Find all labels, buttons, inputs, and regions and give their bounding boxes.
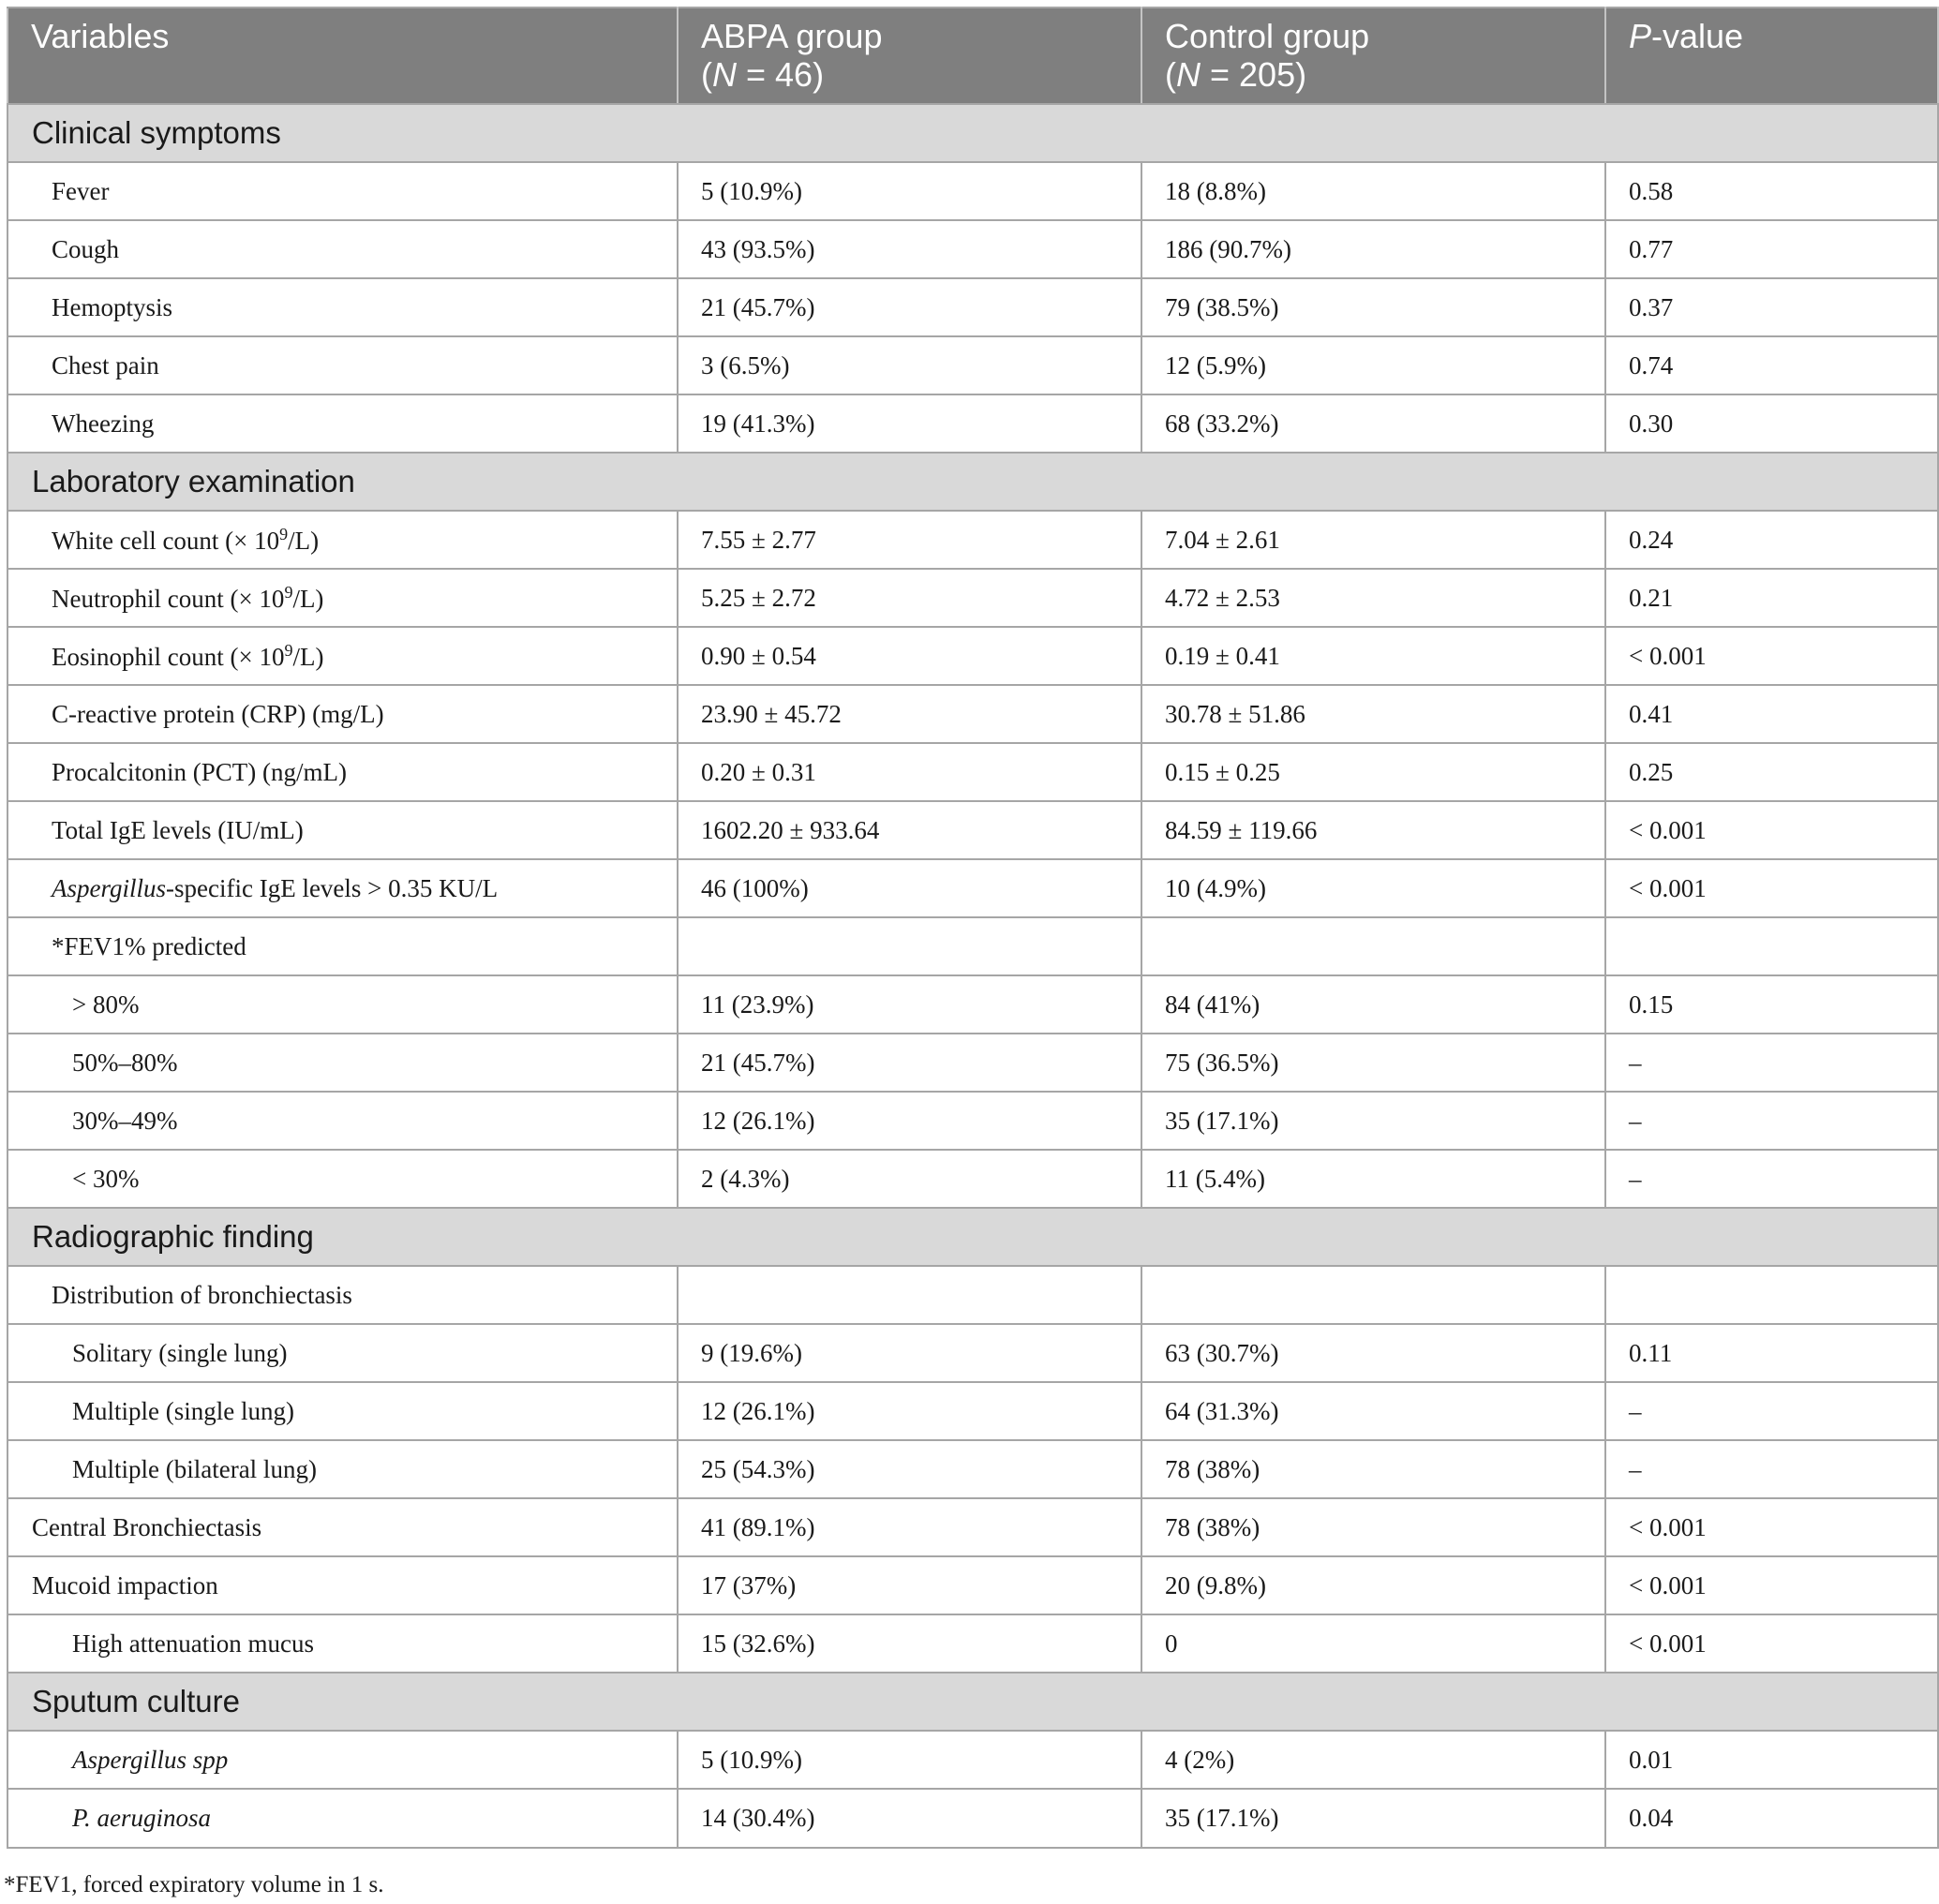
variable-unit-suffix: /L) bbox=[292, 642, 324, 671]
abpa-value-cell: 0.90 ± 0.54 bbox=[678, 627, 1141, 685]
table-row bbox=[7, 569, 1938, 627]
abpa-value-cell: 12 (26.1%) bbox=[678, 1092, 1141, 1150]
control-value-cell: 84.59 ± 119.66 bbox=[1141, 801, 1605, 859]
control-value-cell: 20 (9.8%) bbox=[1141, 1556, 1605, 1614]
variable-unit-suffix: /L) bbox=[288, 526, 320, 555]
variable-label: 50%–80% bbox=[72, 1048, 178, 1077]
header-control-label: Control group bbox=[1165, 17, 1370, 55]
header-abpa-n-open: ( bbox=[701, 55, 712, 94]
variable-label: Multiple (single lung) bbox=[72, 1396, 294, 1425]
variable-superscript: 9 bbox=[284, 582, 293, 602]
table-row bbox=[7, 1266, 1938, 1324]
table-footnote: *FEV1, forced expiratory volume in 1 s. bbox=[4, 1872, 384, 1897]
control-value-cell: 0.19 ± 0.41 bbox=[1141, 627, 1605, 685]
abpa-value-cell: 5.25 ± 2.72 bbox=[678, 569, 1141, 627]
variable-label: Multiple (bilateral lung) bbox=[72, 1454, 317, 1483]
section-row bbox=[7, 1208, 1938, 1266]
abpa-value-cell: 21 (45.7%) bbox=[678, 1034, 1141, 1092]
control-value-cell: 68 (33.2%) bbox=[1141, 394, 1605, 453]
control-value-cell: 186 (90.7%) bbox=[1141, 220, 1605, 278]
abpa-value-cell: 9 (19.6%) bbox=[678, 1324, 1141, 1382]
table-row bbox=[7, 1789, 1938, 1848]
p-value-cell: – bbox=[1605, 1440, 1938, 1498]
variable-label: < 30% bbox=[72, 1164, 140, 1193]
header-control-n-open: ( bbox=[1165, 55, 1176, 94]
variable-cell bbox=[7, 801, 678, 859]
variable-cell bbox=[7, 1092, 678, 1150]
abpa-value-cell: 11 (23.9%) bbox=[678, 975, 1141, 1034]
variable-label: Procalcitonin (PCT) (ng/mL) bbox=[52, 757, 347, 786]
header-p-value bbox=[1605, 7, 1938, 104]
p-value-cell: 0.74 bbox=[1605, 336, 1938, 394]
table-row bbox=[7, 1498, 1938, 1556]
variable-superscript: 9 bbox=[284, 640, 293, 660]
variable-cell bbox=[7, 1034, 678, 1092]
p-value-cell: 0.77 bbox=[1605, 220, 1938, 278]
table-row bbox=[7, 859, 1938, 917]
abpa-value-cell: 19 (41.3%) bbox=[678, 394, 1141, 453]
header-p-value-label: P-value bbox=[1629, 17, 1744, 55]
control-value-cell: 0 bbox=[1141, 1614, 1605, 1673]
p-value-cell: < 0.001 bbox=[1605, 801, 1938, 859]
table-row bbox=[7, 1556, 1938, 1614]
p-value-cell: 0.11 bbox=[1605, 1324, 1938, 1382]
abpa-value-cell: 15 (32.6%) bbox=[678, 1614, 1141, 1673]
variable-cell bbox=[7, 1498, 678, 1556]
section-heading: Clinical symptoms bbox=[7, 104, 1938, 162]
table-row bbox=[7, 1150, 1938, 1208]
abpa-value-cell: 3 (6.5%) bbox=[678, 336, 1141, 394]
variable-label: Cough bbox=[52, 234, 120, 263]
header-control-n-value: = 205) bbox=[1201, 55, 1307, 94]
table-row bbox=[7, 1731, 1938, 1789]
variable-cell bbox=[7, 162, 678, 220]
p-value-cell: < 0.001 bbox=[1605, 627, 1938, 685]
p-value-cell: 0.25 bbox=[1605, 743, 1938, 801]
variable-cell bbox=[7, 1150, 678, 1208]
variable-cell bbox=[7, 1324, 678, 1382]
p-value-cell: 0.41 bbox=[1605, 685, 1938, 743]
table-row bbox=[7, 1614, 1938, 1673]
control-value-cell: 4 (2%) bbox=[1141, 1731, 1605, 1789]
variable-cell bbox=[7, 220, 678, 278]
p-value-cell: 0.30 bbox=[1605, 394, 1938, 453]
variable-italic-text: Aspergillus bbox=[52, 873, 167, 902]
variable-cell bbox=[7, 1556, 678, 1614]
abpa-value-cell: 43 (93.5%) bbox=[678, 220, 1141, 278]
p-value-cell: 0.15 bbox=[1605, 975, 1938, 1034]
variable-cell bbox=[7, 1440, 678, 1498]
abpa-value-cell: 0.20 ± 0.31 bbox=[678, 743, 1141, 801]
section-heading: Radiographic finding bbox=[7, 1208, 1938, 1266]
table-row bbox=[7, 917, 1938, 975]
section-row bbox=[7, 104, 1938, 162]
p-value-cell: < 0.001 bbox=[1605, 1614, 1938, 1673]
control-value-cell: 75 (36.5%) bbox=[1141, 1034, 1605, 1092]
control-value-cell: 64 (31.3%) bbox=[1141, 1382, 1605, 1440]
variable-italic-text: Aspergillus spp bbox=[72, 1745, 229, 1774]
variable-label: Fever bbox=[52, 176, 110, 205]
variable-label: Hemoptysis bbox=[52, 292, 173, 321]
variable-label: Chest pain bbox=[52, 350, 159, 379]
section-row bbox=[7, 453, 1938, 511]
control-value-cell: 63 (30.7%) bbox=[1141, 1324, 1605, 1382]
header-variables bbox=[7, 7, 678, 104]
control-value-cell: 35 (17.1%) bbox=[1141, 1789, 1605, 1848]
variable-cell bbox=[7, 1614, 678, 1673]
table-row bbox=[7, 801, 1938, 859]
variable-italic-text: P. aeruginosa bbox=[72, 1804, 212, 1832]
table-row bbox=[7, 220, 1938, 278]
table-container bbox=[7, 7, 1937, 1849]
p-value-cell: < 0.001 bbox=[1605, 859, 1938, 917]
header-control-n-symbol: N bbox=[1176, 55, 1201, 94]
p-value-cell bbox=[1605, 1266, 1938, 1324]
variable-label: Mucoid impaction bbox=[32, 1570, 218, 1599]
variable-label: C-reactive protein (CRP) (mg/L) bbox=[52, 699, 384, 728]
p-value-cell: – bbox=[1605, 1092, 1938, 1150]
abpa-value-cell: 25 (54.3%) bbox=[678, 1440, 1141, 1498]
control-value-cell: 84 (41%) bbox=[1141, 975, 1605, 1034]
header-variables-label: Variables bbox=[31, 17, 170, 55]
variable-cell bbox=[7, 975, 678, 1034]
control-value-cell: 79 (38.5%) bbox=[1141, 278, 1605, 336]
p-value-cell bbox=[1605, 917, 1938, 975]
variable-cell bbox=[7, 394, 678, 453]
p-value-cell: 0.37 bbox=[1605, 278, 1938, 336]
variable-label: > 80% bbox=[72, 989, 140, 1019]
table-row bbox=[7, 278, 1938, 336]
p-value-cell: 0.01 bbox=[1605, 1731, 1938, 1789]
p-value-cell: 0.04 bbox=[1605, 1789, 1938, 1848]
variable-unit-suffix: /L) bbox=[292, 584, 324, 613]
p-value-cell: 0.24 bbox=[1605, 511, 1938, 569]
header-row bbox=[7, 7, 1938, 104]
abpa-value-cell: 5 (10.9%) bbox=[678, 1731, 1141, 1789]
control-value-cell: 35 (17.1%) bbox=[1141, 1092, 1605, 1150]
variable-superscript: 9 bbox=[279, 524, 289, 543]
table-header bbox=[7, 7, 1938, 104]
variable-cell bbox=[7, 511, 678, 569]
control-value-cell: 30.78 ± 51.86 bbox=[1141, 685, 1605, 743]
variable-label: Solitary (single lung) bbox=[72, 1338, 288, 1367]
control-value-cell bbox=[1141, 1266, 1605, 1324]
control-value-cell: 0.15 ± 0.25 bbox=[1141, 743, 1605, 801]
variable-cell bbox=[7, 278, 678, 336]
abpa-value-cell: 41 (89.1%) bbox=[678, 1498, 1141, 1556]
p-value-cell: – bbox=[1605, 1150, 1938, 1208]
table-row bbox=[7, 1034, 1938, 1092]
variable-cell bbox=[7, 743, 678, 801]
table-body bbox=[7, 104, 1938, 1848]
control-value-cell: 78 (38%) bbox=[1141, 1498, 1605, 1556]
header-abpa-label: ABPA group bbox=[701, 17, 883, 55]
p-value-cell: < 0.001 bbox=[1605, 1498, 1938, 1556]
variable-label: 30%–49% bbox=[72, 1106, 178, 1135]
variable-cell bbox=[7, 1731, 678, 1789]
table-row bbox=[7, 394, 1938, 453]
section-row bbox=[7, 1673, 1938, 1731]
variable-cell bbox=[7, 569, 678, 627]
p-value-cell: 0.21 bbox=[1605, 569, 1938, 627]
table-row bbox=[7, 743, 1938, 801]
table-row bbox=[7, 627, 1938, 685]
control-value-cell: 12 (5.9%) bbox=[1141, 336, 1605, 394]
control-value-cell: 7.04 ± 2.61 bbox=[1141, 511, 1605, 569]
abpa-value-cell bbox=[678, 917, 1141, 975]
abpa-value-cell: 17 (37%) bbox=[678, 1556, 1141, 1614]
abpa-value-cell: 2 (4.3%) bbox=[678, 1150, 1141, 1208]
table-row bbox=[7, 685, 1938, 743]
variable-label: Central Bronchiectasis bbox=[32, 1512, 262, 1541]
variable-label: Neutrophil count (× 10 bbox=[52, 584, 285, 613]
table-row bbox=[7, 1440, 1938, 1498]
abpa-value-cell: 1602.20 ± 933.64 bbox=[678, 801, 1141, 859]
table-row bbox=[7, 336, 1938, 394]
data-table bbox=[7, 7, 1939, 1849]
abpa-value-cell: 7.55 ± 2.77 bbox=[678, 511, 1141, 569]
p-value-cell: – bbox=[1605, 1382, 1938, 1440]
abpa-value-cell: 21 (45.7%) bbox=[678, 278, 1141, 336]
abpa-value-cell: 12 (26.1%) bbox=[678, 1382, 1141, 1440]
table-row bbox=[7, 975, 1938, 1034]
variable-label: -specific IgE levels > 0.35 KU/L bbox=[166, 873, 499, 902]
header-abpa-n-symbol: N bbox=[712, 55, 737, 94]
control-value-cell: 4.72 ± 2.53 bbox=[1141, 569, 1605, 627]
header-abpa-group bbox=[678, 7, 1141, 104]
table-row bbox=[7, 511, 1938, 569]
variable-label: *FEV1% predicted bbox=[52, 931, 246, 960]
section-heading: Laboratory examination bbox=[7, 453, 1938, 511]
table-row bbox=[7, 1324, 1938, 1382]
abpa-value-cell: 46 (100%) bbox=[678, 859, 1141, 917]
variable-label: Eosinophil count (× 10 bbox=[52, 642, 285, 671]
control-value-cell: 10 (4.9%) bbox=[1141, 859, 1605, 917]
variable-cell bbox=[7, 1266, 678, 1324]
header-control-group bbox=[1141, 7, 1605, 104]
variable-label: Wheezing bbox=[52, 409, 155, 438]
table-row bbox=[7, 162, 1938, 220]
p-value-cell: – bbox=[1605, 1034, 1938, 1092]
variable-label: Total IgE levels (IU/mL) bbox=[52, 815, 304, 844]
p-value-cell: < 0.001 bbox=[1605, 1556, 1938, 1614]
abpa-value-cell: 5 (10.9%) bbox=[678, 162, 1141, 220]
abpa-value-cell: 23.90 ± 45.72 bbox=[678, 685, 1141, 743]
variable-label: White cell count (× 10 bbox=[52, 526, 280, 555]
table-row bbox=[7, 1382, 1938, 1440]
abpa-value-cell: 14 (30.4%) bbox=[678, 1789, 1141, 1848]
abpa-value-cell bbox=[678, 1266, 1141, 1324]
control-value-cell: 18 (8.8%) bbox=[1141, 162, 1605, 220]
control-value-cell: 11 (5.4%) bbox=[1141, 1150, 1605, 1208]
variable-cell bbox=[7, 859, 678, 917]
variable-label: High attenuation mucus bbox=[72, 1629, 314, 1658]
variable-cell bbox=[7, 917, 678, 975]
table-row bbox=[7, 1092, 1938, 1150]
p-value-cell: 0.58 bbox=[1605, 162, 1938, 220]
variable-cell bbox=[7, 685, 678, 743]
header-abpa-n-value: = 46) bbox=[737, 55, 825, 94]
variable-label: Distribution of bronchiectasis bbox=[52, 1280, 352, 1309]
control-value-cell bbox=[1141, 917, 1605, 975]
variable-cell bbox=[7, 1382, 678, 1440]
control-value-cell: 78 (38%) bbox=[1141, 1440, 1605, 1498]
section-heading: Sputum culture bbox=[7, 1673, 1938, 1731]
variable-cell bbox=[7, 336, 678, 394]
variable-cell bbox=[7, 627, 678, 685]
variable-cell bbox=[7, 1789, 678, 1848]
